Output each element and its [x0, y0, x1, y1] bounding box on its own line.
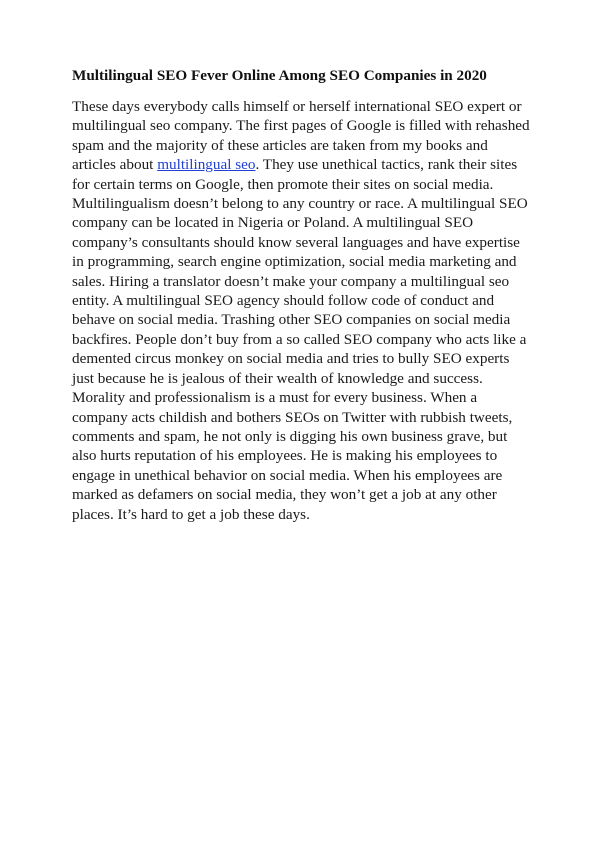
document-title: Multilingual SEO Fever Online Among SEO Companies in 2020 [72, 67, 487, 84]
paragraph-text-before-link: These days everybody calls himself or herself international SEO expert or multilingual seo company. The first pages of Google is filled with rehashed spam and the majority of these articles are taken from my books and articles about [72, 98, 530, 174]
paragraph-text-after-link: . They use unethical tactics, rank their sites for certain terms on Google, then promote their sites on social media. Multilingualism doesn’t belong to any country or race. A multilingual SEO company can be located in Nigeria or Poland. A multilingual SEO company’s consultants should know several languages and have expertise in programming, search engine optimization, social media marketing and sales. Hiring a translator doesn’t make your company a multilingual seo entity. A multilingual SEO agency should follow code of conduct and behave on social media. Trashing other SEO companies on social media backfires. People don’t buy from a so called SEO company who acts like a demented circus monkey on social media and tries to bully SEO experts just because he is jealous of their wealth of knowledge and success. Morality and professionalism is a must for every business. When a company acts childish and bothers SEOs on Twitter with rubbish tweets, comments and spam, he not only is digging his own business grave, but also hurts reputation of his employees. He is making his employees to engage in unethical behavior on social media. When his employees are marked as defamers on social media, they won’t get a job at any other places. It’s hard to get a job these days. [72, 156, 528, 523]
body-paragraph [72, 97, 534, 524]
multilingual-seo-link[interactable]: multilingual seo [157, 156, 256, 174]
